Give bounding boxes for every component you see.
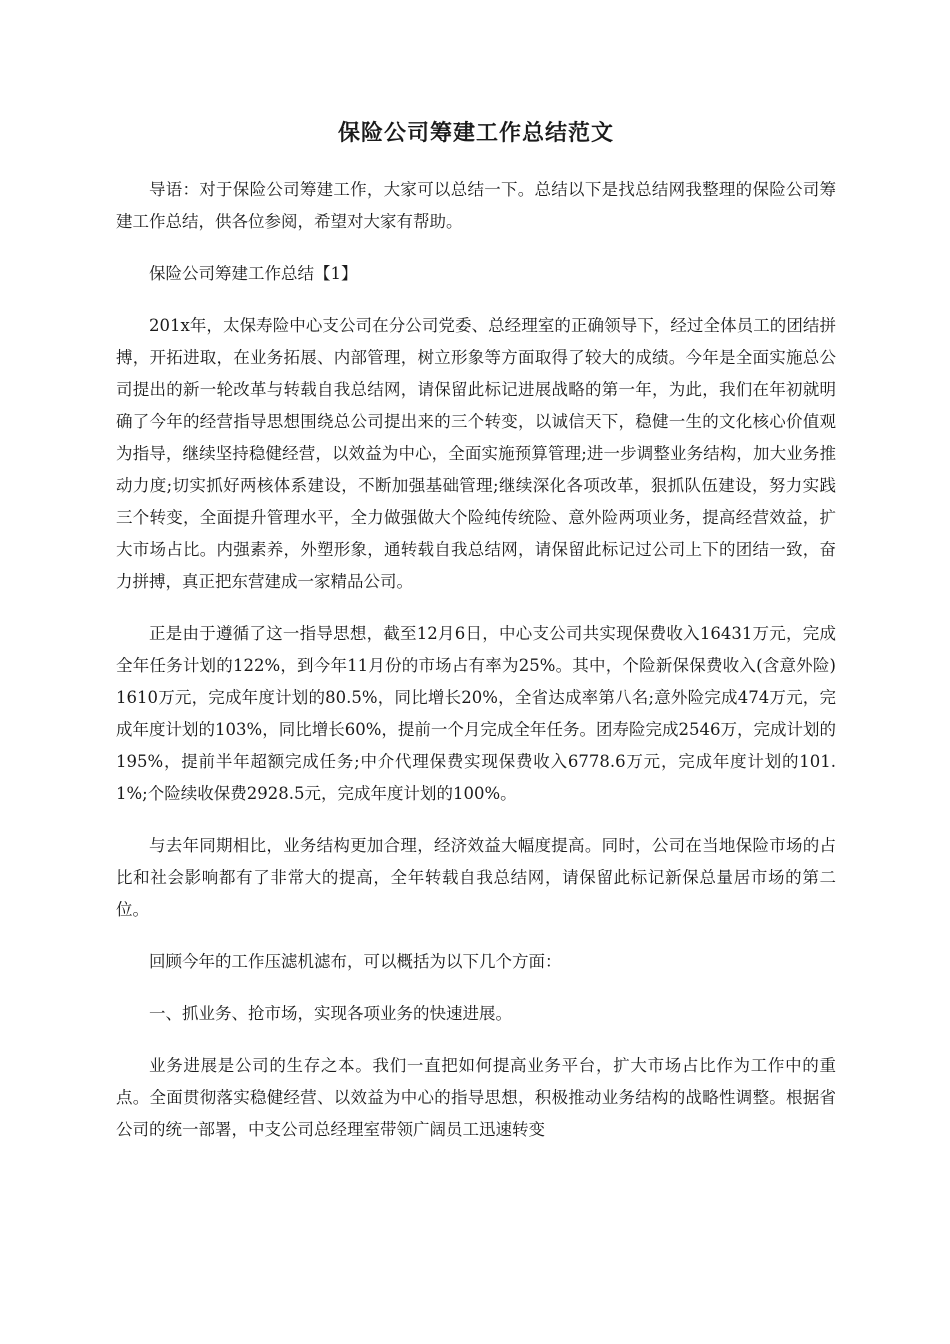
document-page	[116, 0, 836, 1166]
subsection-heading: 一、抓业务、抢市场，实现各项业务的快速进展。	[149, 1004, 512, 1023]
intro-paragraph: 导语：对于保险公司筹建工作，大家可以总结一下。总结以下是找总结网我整理的保险公司筹建工作总结，供各位参阅，希望对大家有帮助。	[116, 180, 836, 231]
body-paragraph: 201x年，太保寿险中心支公司在分公司党委、总经理室的正确领导下，经过全体员工的团结拼搏，开拓进取，在业务拓展、内部管理，树立形象等方面取得了较大的成绩。今年是全面实施总公司提出的新一轮改革与转载自我总结网，请保留此标记进展战略的第一年，为此，我们在年初就明确了今年的经营指导思想围绕总公司提出来的三个转变，以诚信天下，稳健一生的文化核心价值观为指导，继续坚持稳健经营，以效益为中心，全面实施预算管理;进一步调整业务结构，加大业务推动力度;切实抓好两核体系建设，不断加强基础管理;继续深化各项改革，狠抓队伍建设，努力实践三个转变，全面提升管理水平，全力做强做大个险纯传统险、意外险两项业务，提高经营效益，扩大市场占比。内强素养，外塑形象，通转载自我总结网，请保留此标记过公司上下的团结一致，奋力拼搏，真正把东营建成一家精品公司。	[116, 316, 836, 591]
document-title: 保险公司筹建工作总结范文	[337, 121, 614, 146]
body-paragraph: 与去年同期相比，业务结构更加合理，经济效益大幅度提高。同时，公司在当地保险市场的占比和社会影响都有了非常大的提高，全年转载自我总结网，请保留此标记新保总量居市场的第二位。	[116, 836, 836, 919]
body-paragraph: 正是由于遵循了这一指导思想，截至12月6日，中心支公司共实现保费收入16431万元，完成全年任务计划的122%，到今年11月份的市场占有率为25%。其中，个险新保保费收入(含意外险)1610万元，完成年度计划的80.5%，同比增长20%，全省达成率第八名;意外险完成474万元，完成年度计划的103%，同比增长60%，提前一个月完成全年任务。团寿险完成2546万，完成计划的195%，提前半年超额完成任务;中介代理保费实现保费收入6778.6万元，完成年度计划的101.1%;个险续收保费2928.5元，完成年度计划的100%。	[116, 624, 836, 803]
body-paragraph: 业务进展是公司的生存之本。我们一直把如何提高业务平台，扩大市场占比作为工作中的重点。全面贯彻落实稳健经营、以效益为中心的指导思想，积极推动业务结构的战略性调整。根据省公司的统一部署，中支公司总经理室带领广阔员工迅速转变	[116, 1056, 836, 1139]
section-heading: 保险公司筹建工作总结【1】	[149, 264, 358, 283]
document-body	[116, 174, 836, 1146]
body-paragraph: 回顾今年的工作压滤机滤布，可以概括为以下几个方面：	[149, 952, 562, 971]
